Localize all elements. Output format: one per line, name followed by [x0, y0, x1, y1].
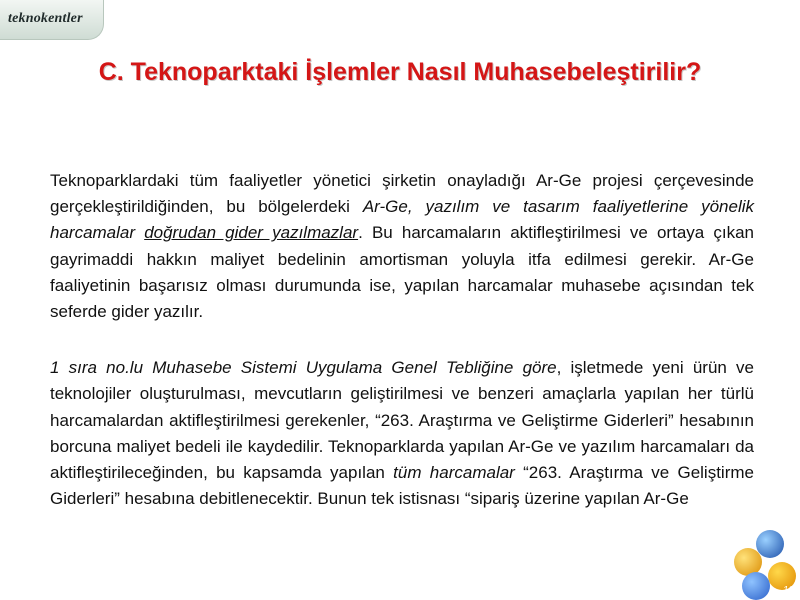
p1-text-a: Teknoparklardaki tüm faaliyetler yönetici şirketin onayladığı Ar-Ge projesi çerçevesinde gerçekleştirildiğinden, bu bölgelerdeki: [50, 171, 754, 217]
paragraph-2: [50, 355, 754, 512]
p2-reference: 1 sıra no.lu Muhasebe Sistemi Uygulama Genel Tebliğine göre: [50, 358, 557, 378]
page-title: C. Teknoparktaki İşlemler Nasıl Muhasebeleştirilir?: [98, 58, 702, 86]
p1-underlined: doğrudan gider yazılmazlar: [144, 223, 359, 243]
slide-number: 10: [782, 585, 794, 596]
globe-icon: [756, 530, 784, 558]
p1-emphasis: Ar-Ge, yazılım ve tasarım faaliyetlerine yönelik harcamalar: [50, 197, 755, 243]
logo-text: teknokentler: [8, 11, 83, 26]
decoration-icons: [730, 528, 800, 600]
p1-text-d: . Bu harcamaların aktifleştirilmesi ve ortaya çıkan gayrimaddi hakkın maliyet bedelinin amortisman yoluyla itfa edilmesi gerekir. Ar-Ge faaliyetinin başarısız olması durumunda ise, yapılan harcamalar muhasebe açısından tek seferde gider yazılır.: [50, 223, 754, 322]
p2-text-d: “263. Araştırma ve Geliştirme Giderleri” hesabına debitlenecektir. Bunun tek istisnası “sipariş üzerine yapılan Ar-Ge: [50, 463, 754, 509]
body-text: [50, 168, 754, 512]
gear-icon: [742, 572, 770, 600]
p2-emphasis: tüm harcamalar: [393, 463, 515, 483]
paragraph-1: [50, 168, 754, 325]
logo-tab: [0, 0, 104, 40]
p2-text-b: , işletmede yeni ürün ve teknolojiler oluşturulması, mevcutların geliştirilmesi ve benzeri amaçlarla yapılan her türlü harcamalardan aktifleştirilmesi gerekenler, “263. Araştırma ve Geliştirme Giderleri” hesabının borcuna maliyet bedeli ile kaydedilir. Teknoparklarda yapılan Ar-Ge ve yazılım harcamaları da aktifleştirileceğinden, bu kapsamda yapılan: [50, 358, 754, 483]
